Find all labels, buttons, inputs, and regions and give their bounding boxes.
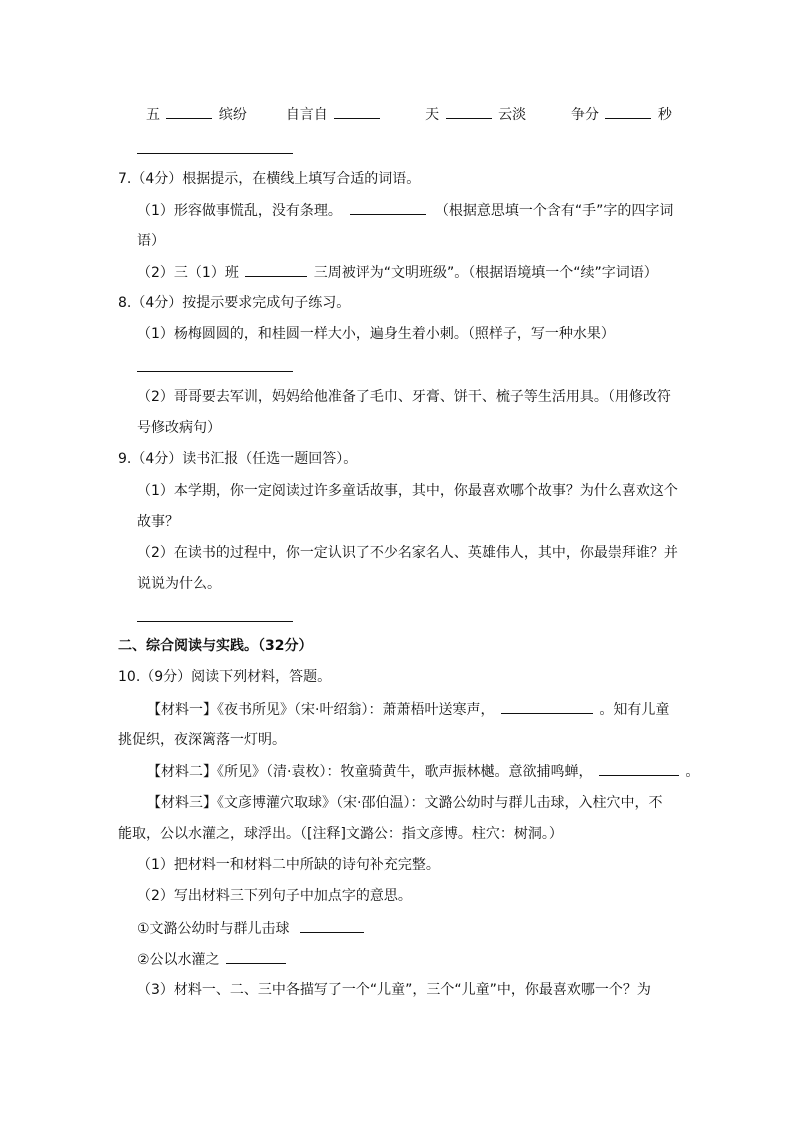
- material-2-blank[interactable]: [599, 761, 679, 776]
- q8-sub1: （1）杨梅圆圆的，和桂圆一样大小，遍身生着小刺。（照样子，写一种水果）: [137, 326, 615, 342]
- q10-item2-blank[interactable]: [226, 949, 286, 964]
- idiom-row: [146, 104, 672, 125]
- q10-sub1: （1）把材料一和材料二中所缺的诗句补充完整。: [137, 857, 440, 873]
- q7-heading: 7.（4分）根据提示，在横线上填写合适的词语。: [118, 171, 421, 187]
- section-title: 二、综合阅读与实践。（32分）: [118, 638, 313, 654]
- idiom-1-blank[interactable]: [166, 104, 212, 119]
- material-3: 【材料三】《文彦博灌穴取球》（宋·邵伯温）：文潞公幼时与群儿击球，入柱穴中，不: [147, 795, 663, 811]
- answer-line[interactable]: [137, 153, 293, 154]
- q8-heading: 8.（4分）按提示要求完成句子练习。: [118, 295, 351, 311]
- q10-item2: ②公以水灌之: [137, 949, 286, 970]
- q9-sub2: （2）在读书的过程中，你一定认识了不少名家名人、英雄伟人，其中，你最崇拜谁？并: [137, 545, 678, 561]
- material-3-cont: 能取，公以水灌之，球浮出。（[注释]文潞公：指文彦博。柱穴：树洞。）: [118, 826, 563, 842]
- q7-sub1-cont: 语）: [137, 233, 165, 249]
- q10-sub3: （3）材料一、二、三中各描写了一个“儿童”，三个“儿童”中，你最喜欢哪一个？为: [137, 982, 651, 998]
- answer-line[interactable]: [137, 621, 293, 622]
- q10-sub2: （2）写出材料三下列句子中加点字的意思。: [137, 888, 412, 904]
- material-1-cont: 挑促织，夜深篱落一灯明。: [118, 732, 286, 748]
- q10-item1-blank[interactable]: [300, 918, 364, 933]
- idiom-3-pre: 天: [425, 107, 440, 123]
- material-1: 【材料一】《夜书所见》（宋·叶绍翁）：萧萧梧叶送寒声， 。知有儿童: [147, 699, 669, 720]
- idiom-4-post: 秒: [657, 107, 672, 123]
- idiom-2-blank[interactable]: [334, 104, 380, 119]
- q8-sub2: （2）哥哥要去军训，妈妈给他准备了毛巾、牙膏、饼干、梳子等生活用具。（用修改符: [137, 389, 671, 405]
- q9-heading: 9.（4分）读书汇报（任选一题回答）。: [118, 451, 358, 467]
- q7-sub2: （2）三（1）班 三周被评为“文明班级”。（根据语境填一个“续”字词语）: [137, 262, 658, 283]
- material-2: 【材料二】《所见》（清·袁枚）：牧童骑黄牛，歌声振林樾。意欲捕鸣蝉， 。: [147, 761, 699, 782]
- q9-sub1-cont: 故事？: [137, 514, 179, 530]
- q7-sub2-blank[interactable]: [245, 262, 307, 277]
- idiom-3-blank[interactable]: [446, 104, 492, 119]
- idiom-3-post: 云淡: [498, 107, 527, 123]
- q9-sub1: （1）本学期，你一定阅读过许多童话故事，其中，你最喜欢哪个故事？为什么喜欢这个: [137, 483, 678, 499]
- q10-heading: 10.（9分）阅读下列材料，答题。: [118, 669, 332, 685]
- answer-line[interactable]: [137, 371, 293, 372]
- q7-sub1: （1）形容做事慌乱，没有条理。 （根据意思填一个含有“手”字的四字词: [137, 200, 673, 221]
- idiom-1-pre: 五: [146, 107, 160, 123]
- q8-sub2-cont: 号修改病句）: [137, 420, 221, 436]
- idiom-1-post: 缤纷: [218, 107, 247, 123]
- q7-sub1-blank[interactable]: [350, 200, 426, 215]
- q9-sub2-cont: 说说为什么。: [137, 576, 221, 592]
- idiom-2-pre: 自言自: [285, 107, 328, 123]
- idiom-4-pre: 争分: [570, 107, 599, 123]
- q10-item1: ①文潞公幼时与群儿击球: [137, 918, 364, 939]
- material-1-blank[interactable]: [501, 699, 593, 714]
- idiom-4-blank[interactable]: [605, 104, 651, 119]
